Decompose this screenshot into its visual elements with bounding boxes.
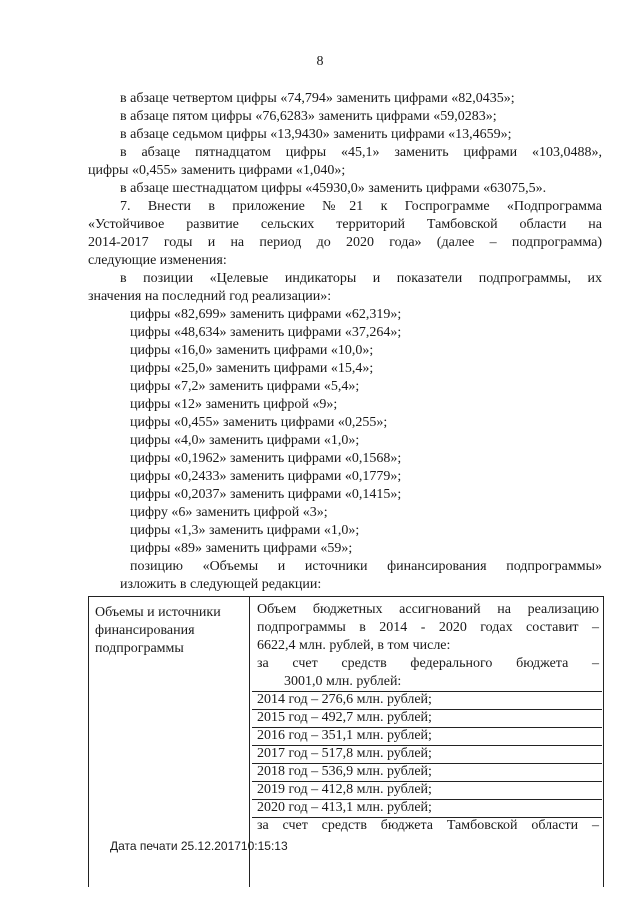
text-line: 7. Внести в приложение №21 к Госпрограмме «Подпрограмма (120, 199, 602, 214)
text-line: в позиции «Целевые индикаторы и показатели подпрограммы, их (120, 271, 602, 286)
table-right-line: 6622,4 млн. рублей, в том числе: (257, 638, 451, 653)
text-line: позицию «Объемы и источники финансирования подпрограммы» (130, 559, 602, 574)
table-right-line: 2018 год – 536,9 млн. рублей; (257, 764, 432, 779)
text-line: значения на последний год реализации»: (88, 289, 332, 304)
table-right-line: 2019 год – 412,8 млн. рублей; (257, 782, 432, 797)
table-right-line: подпрограммы в 2014 - 2020 годах составит – (257, 620, 599, 635)
text-line: следующие изменения: (88, 253, 227, 268)
table-left-line: Объемы и источники (95, 605, 221, 620)
text-line: цифры «89» заменить цифрами «59»; (130, 541, 353, 556)
table-right-line: 2017 год – 517,8 млн. рублей; (257, 746, 432, 761)
table-right-line: за счет средств бюджета Тамбовской области – (257, 818, 599, 833)
text-line: цифры «16,0» заменить цифрами «10,0»; (130, 343, 374, 358)
text-line: в абзаце пятнадцатом цифры «45,1» заменить цифрами «103,0488», (120, 145, 602, 160)
table-right-line: 3001,0 млн. рублей: (284, 674, 402, 689)
print-date-footer: Дата печати 25.12.201710:15:13 (110, 839, 288, 853)
table-right-line: 2020 год – 413,1 млн. рублей; (257, 800, 432, 815)
table-left-line: подпрограммы (95, 641, 184, 656)
text-line: цифры «0,2037» заменить цифрами «0,1415»; (130, 487, 402, 502)
table-left-line: финансирования (95, 623, 195, 638)
text-line: цифры «25,0» заменить цифрами «15,4»; (130, 361, 374, 376)
table-right-line: 2014 год – 276,6 млн. рублей; (257, 692, 432, 707)
table-right-line: Объем бюджетных ассигнований на реализацию (257, 602, 599, 617)
text-line: цифры «0,1962» заменить цифрами «0,1568»; (130, 451, 402, 466)
text-line: цифры «0,2433» заменить цифрами «0,1779»; (130, 469, 402, 484)
page-number: 8 (316, 54, 324, 69)
text-line: цифру «6» заменить цифрой «3»; (130, 505, 328, 520)
text-line: цифры «7,2» заменить цифрами «5,4»; (130, 379, 360, 394)
text-line: в абзаце шестнадцатом цифры «45930,0» заменить цифрами «63075,5». (120, 181, 547, 196)
text-line: цифры «48,634» заменить цифрами «37,264»; (130, 325, 402, 340)
text-line: в абзаце пятом цифры «76,6283» заменить цифрами «59,0283»; (120, 109, 497, 124)
text-line: цифры «1,3» заменить цифрами «1,0»; (130, 523, 360, 538)
text-line: цифры «4,0» заменить цифрами «1,0»; (130, 433, 360, 448)
text-line: 2014-2017 годы и на период до 2020 года» (далее – подпрограмма) (88, 235, 602, 250)
text-line: в абзаце четвертом цифры «74,794» заменить цифрами «82,0435»; (120, 91, 515, 106)
text-line: цифры «0,455» заменить цифрами «1,040»; (88, 163, 346, 178)
table-right-line: за счет средств федерального бюджета – (257, 656, 599, 671)
text-line: цифры «0,455» заменить цифрами «0,255»; (130, 415, 388, 430)
text-line: цифры «82,699» заменить цифрами «62,319»; (130, 307, 402, 322)
table-left-cell (95, 604, 245, 658)
table-right-line: 2015 год – 492,7 млн. рублей; (257, 710, 432, 725)
text-line: в абзаце седьмом цифры «13,9430» заменить цифрами «13,4659»; (120, 127, 512, 142)
text-line: «Устойчивое развитие сельских территорий Тамбовской области на (88, 217, 602, 232)
text-line: изложить в следующей редакции: (120, 577, 322, 592)
table-right-line: 2016 год – 351,1 млн. рублей; (257, 728, 432, 743)
text-line: цифры «12» заменить цифрой «9»; (130, 397, 338, 412)
